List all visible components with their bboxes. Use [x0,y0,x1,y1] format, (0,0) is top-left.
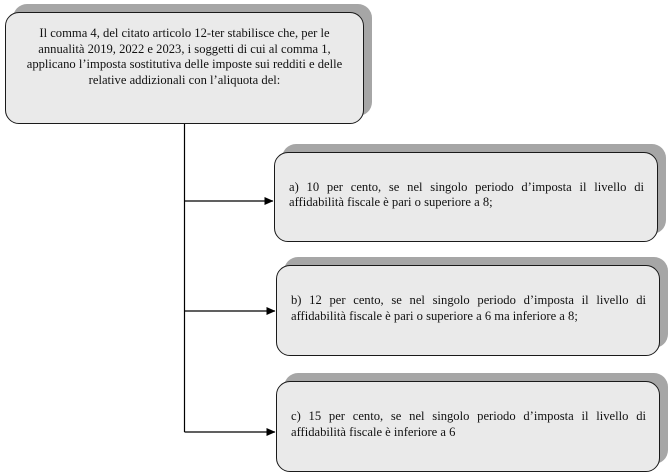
option-a-wrapper [274,152,658,242]
option-b-text: b) 12 per cento, se nel singolo periodo d’imposta il livello di affidabilità fiscale è pari o superiore a 6 ma inferiore a 8; [291,293,646,323]
main-box-wrapper [5,12,364,124]
option-b-box [276,265,660,356]
main-box [5,12,364,124]
option-a-text: a) 10 per cento, se nel singolo periodo d’imposta il livello di affidabilità fiscale è pari o superiore a 8; [289,179,644,209]
option-c-wrapper [276,381,660,472]
option-b-wrapper [276,265,660,356]
option-c-text: c) 15 per cento, se nel singolo periodo d’imposta il livello di affidabilità fiscale è inferiore a 6 [291,409,646,439]
option-c-box [276,381,660,472]
main-box-text: Il comma 4, del citato articolo 12-ter stabilisce che, per le annualità 2019, 2022 e 2023, i soggetti di cui al comma 1, applicano l’imposta sostitutiva delle imposte sui redditi e delle relative addizionali con l’aliquota del: [26,26,343,87]
option-a-box [274,152,658,242]
